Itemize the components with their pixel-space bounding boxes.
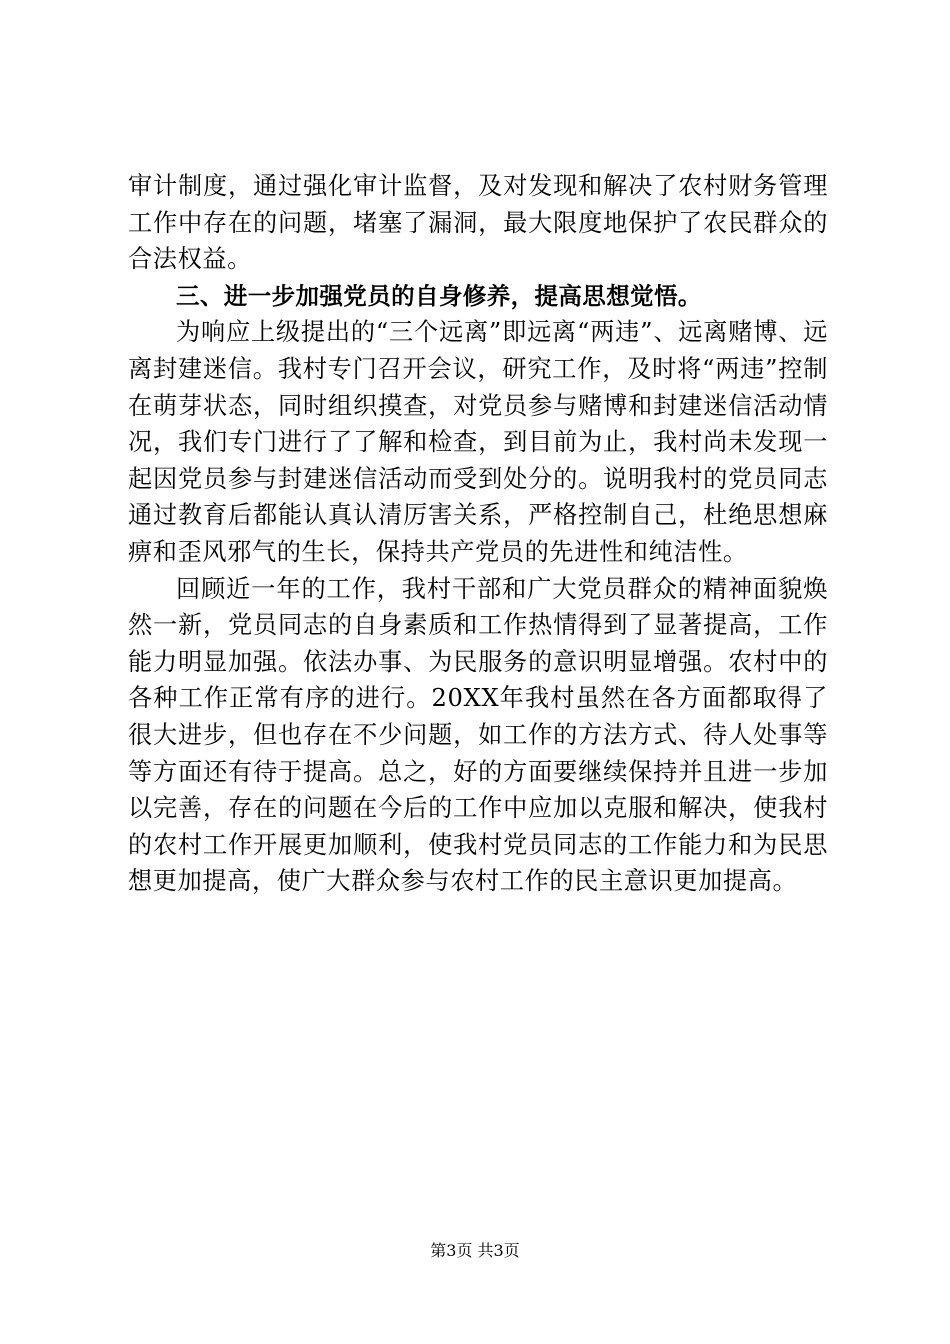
body-paragraph-audit: 审计制度，通过强化审计监督，及对发现和解决了农村财务管理工作中存在的问题，堵塞了漏洞，最大限度地保护了农民群众的合法权益。 — [128, 172, 828, 274]
page-number: 第3页 共3页 — [430, 1241, 520, 1260]
section-heading: 三、进一步加强党员的自身修养，提高思想觉悟。 — [176, 281, 702, 310]
document-body — [128, 168, 828, 900]
body-paragraph-three-distances: 为响应上级提出的“三个远离”即远离“两违”、远离赌博、远离封建迷信。我村专门召开会议，研究工作，及时将“两违”控制在萌芽状态，同时组织摸查，对党员参与赌博和封建迷信活动情况，我们专门进行了了解和检查，到目前为止，我村尚未发现一起因党员参与封建迷信活动而受到处分的。说明我村的党员同志通过教育后都能认真认清厉害关系，严格控制自己，杜绝思想麻痹和歪风邪气的生长，保持共产党员的先进性和纯洁性。 — [128, 318, 828, 566]
page-footer — [0, 1240, 950, 1262]
body-paragraph-review: 回顾近一年的工作，我村干部和广大党员群众的精神面貌焕然一新，党员同志的自身素质和工作热情得到了显著提高，工作能力明显加强。依法办事、为民服务的意识明显增强。农村中的各种工作正常有序的进行。20XX年我村虽然在各方面都取得了很大进步，但也存在不少问题，如工作的方法方式、待人处事等等方面还有待于提高。总之，好的方面要继续保持并且进一步加以完善，存在的问题在今后的工作中应加以克服和解决，使我村的农村工作开展更加顺利，使我村党员同志的工作能力和为民思想更加提高，使广大群众参与农村工作的民主意识更加提高。 — [128, 574, 828, 896]
